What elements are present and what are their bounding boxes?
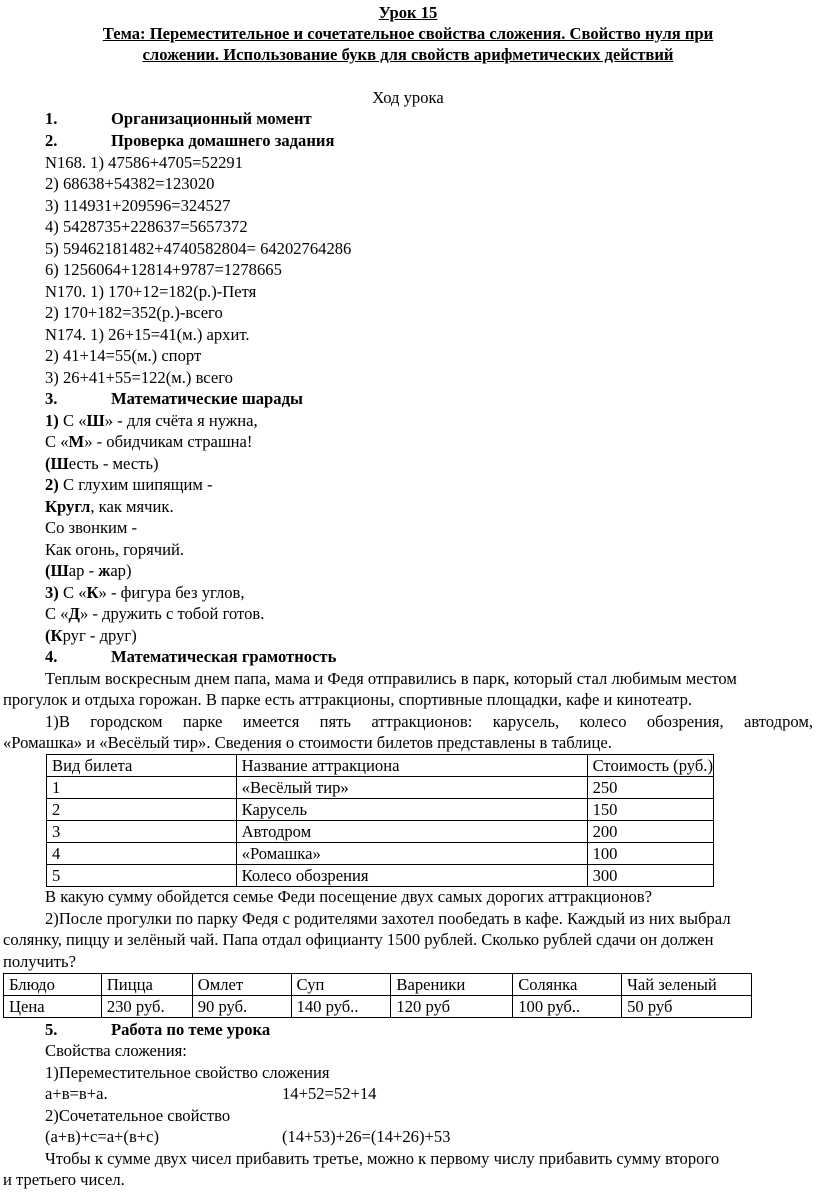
- literacy-paragraph-1-line-1: Теплым воскресным днем папа, мама и Федя отправились в парк, который стал любимым местом: [45, 669, 737, 688]
- charade-2-line-4: Как огонь, горячий.: [45, 540, 185, 559]
- topic-work-line: 2)Сочетательное свойство: [45, 1106, 231, 1125]
- homework-line: N170. 1) 170+12=182(р.)-Петя: [45, 282, 257, 301]
- table-cell: 2: [47, 799, 237, 821]
- topic-work-line: 1)Переместительное свойство сложения: [45, 1063, 330, 1082]
- homework-line: 2) 170+182=352(р.)-всего: [45, 303, 223, 322]
- section-5-heading: 5. Работа по теме урока: [45, 1020, 271, 1039]
- table-header-cell: Вареники: [391, 974, 513, 996]
- table-header-cell: Стоимость (руб.): [587, 755, 713, 777]
- topic-work-line: Свойства сложения:: [45, 1041, 187, 1060]
- homework-line: 2) 41+14=55(м.) спорт: [45, 346, 202, 365]
- homework-line: 6) 1256064+12814+9787=1278665: [45, 260, 282, 279]
- charade-3-line-2: С «Д» - дружить с тобой готов.: [45, 604, 265, 623]
- table-cell: Автодром: [236, 821, 587, 843]
- literacy-paragraph-3-line-3: получить?: [3, 952, 76, 971]
- table-header-cell: Омлет: [192, 974, 291, 996]
- charade-2-answer: (Шар - жар): [45, 561, 132, 580]
- literacy-paragraph-3-line-2: солянку, пиццу и зелёный чай. Папа отдал официанту 1500 рублей. Сколько рублей сдачи он должен: [3, 930, 714, 949]
- topic-work-line: и третьего чисел.: [3, 1170, 125, 1189]
- charade-2-line-2: Кругл, как мячик.: [45, 497, 174, 516]
- table-cell: 140 руб..: [291, 996, 391, 1018]
- literacy-paragraph-3-line-1: 2)После прогулки по парку Федя с родителями захотел пообедать в кафе. Каждый из них выбрал: [45, 909, 731, 928]
- section-3-heading: 3. Математические шарады: [45, 389, 303, 408]
- table-row: [47, 799, 714, 821]
- table-header-row: [4, 974, 752, 996]
- homework-line: N174. 1) 26+15=41(м.) архит.: [45, 325, 250, 344]
- topic-work-formula-line: а+в=в+а. 14+52=52+14: [45, 1084, 377, 1103]
- section-1-heading: 1. Организационный момент: [45, 109, 312, 128]
- table-cell: 90 руб.: [192, 996, 291, 1018]
- table-cell: 1: [47, 777, 237, 799]
- literacy-paragraph-1-line-2: прогулок и отдыха горожан. В парке есть аттракционы, спортивные площадки, кафе и кинотеатр.: [3, 690, 693, 709]
- table-cell: 200: [587, 821, 713, 843]
- homework-line: N168. 1) 47586+4705=52291: [45, 153, 244, 172]
- table-row: [4, 996, 752, 1018]
- table-header-cell: Пицца: [101, 974, 192, 996]
- homework-line: 3) 114931+209596=324527: [45, 196, 231, 215]
- charade-3-line-1: 3) С «К» - фигура без углов,: [45, 583, 245, 602]
- topic-work-formula-line: (а+в)+с=а+(в+с) (14+53)+26=(14+26)+53: [45, 1127, 451, 1146]
- table-cell: 100: [587, 843, 713, 865]
- homework-line: 2) 68638+54382=123020: [45, 174, 215, 193]
- charade-1-line-1: 1) С «Ш» - для счёта я нужна,: [45, 411, 258, 430]
- table-cell: «Ромашка»: [236, 843, 587, 865]
- section-4-heading: 4. Математическая грамотность: [45, 647, 337, 666]
- section-2-heading: 2. Проверка домашнего задания: [45, 131, 335, 150]
- topic-line-2: сложении. Использование букв для свойств арифметических действий: [142, 45, 674, 64]
- table-header-row: [47, 755, 714, 777]
- table-cell: 150: [587, 799, 713, 821]
- table-cell: 4: [47, 843, 237, 865]
- table-header-cell: Чай зеленый: [622, 974, 752, 996]
- course-heading: Ход урока: [372, 88, 444, 107]
- table-cell: 230 руб.: [101, 996, 192, 1018]
- table-cell: Колесо обозрения: [236, 865, 587, 887]
- table-cell: 5: [47, 865, 237, 887]
- table-row: [47, 777, 714, 799]
- cafe-menu-table: [3, 973, 752, 1018]
- homework-line: 5) 59462181482+4740582804= 64202764286: [45, 239, 352, 258]
- table-cell: 100 руб..: [513, 996, 622, 1018]
- table-header-cell: Суп: [291, 974, 391, 996]
- literacy-paragraph-2-line-2: «Ромашка» и «Весёлый тир». Сведения о стоимости билетов представлены в таблице.: [3, 733, 612, 752]
- literacy-question-1: В какую сумму обойдется семье Феди посещение двух самых дорогих аттракционов?: [45, 887, 652, 906]
- homework-line: 3) 26+41+55=122(м.) всего: [45, 368, 233, 387]
- table-cell: 3: [47, 821, 237, 843]
- table-row: [47, 843, 714, 865]
- charade-2-line-3: Со звонким -: [45, 518, 138, 537]
- table-cell: 300: [587, 865, 713, 887]
- table-header-cell: Вид билета: [47, 755, 237, 777]
- ticket-prices-table: [46, 754, 714, 887]
- charade-1-answer: (Шесть - месть): [45, 454, 159, 473]
- table-row: [47, 821, 714, 843]
- lesson-number: Урок 15: [378, 3, 438, 22]
- charade-2-line-1: 2) С глухим шипящим -: [45, 475, 213, 494]
- table-header-cell: Блюдо: [4, 974, 102, 996]
- topic-line-1: Тема: Переместительное и сочетательное свойства сложения. Свойство нуля при: [102, 24, 714, 43]
- table-cell: 250: [587, 777, 713, 799]
- table-cell: 50 руб: [622, 996, 752, 1018]
- table-cell: «Весёлый тир»: [236, 777, 587, 799]
- table-cell: 120 руб: [391, 996, 513, 1018]
- charade-1-line-2: С «М» - обидчикам страшна!: [45, 432, 253, 451]
- table-cell: Карусель: [236, 799, 587, 821]
- literacy-paragraph-2-line-1: 1)В городском парке имеется пять аттракционов: карусель, колесо обозрения, автодром,: [45, 712, 813, 731]
- topic-work-line: Чтобы к сумме двух чисел прибавить третье, можно к первому числу прибавить сумму второго: [45, 1149, 720, 1168]
- table-header-cell: Название аттракциона: [236, 755, 587, 777]
- table-row: [47, 865, 714, 887]
- charade-3-answer: (Круг - друг): [45, 626, 137, 645]
- table-header-cell: Солянка: [513, 974, 622, 996]
- table-cell: Цена: [4, 996, 102, 1018]
- homework-line: 4) 5428735+228637=5657372: [45, 217, 248, 236]
